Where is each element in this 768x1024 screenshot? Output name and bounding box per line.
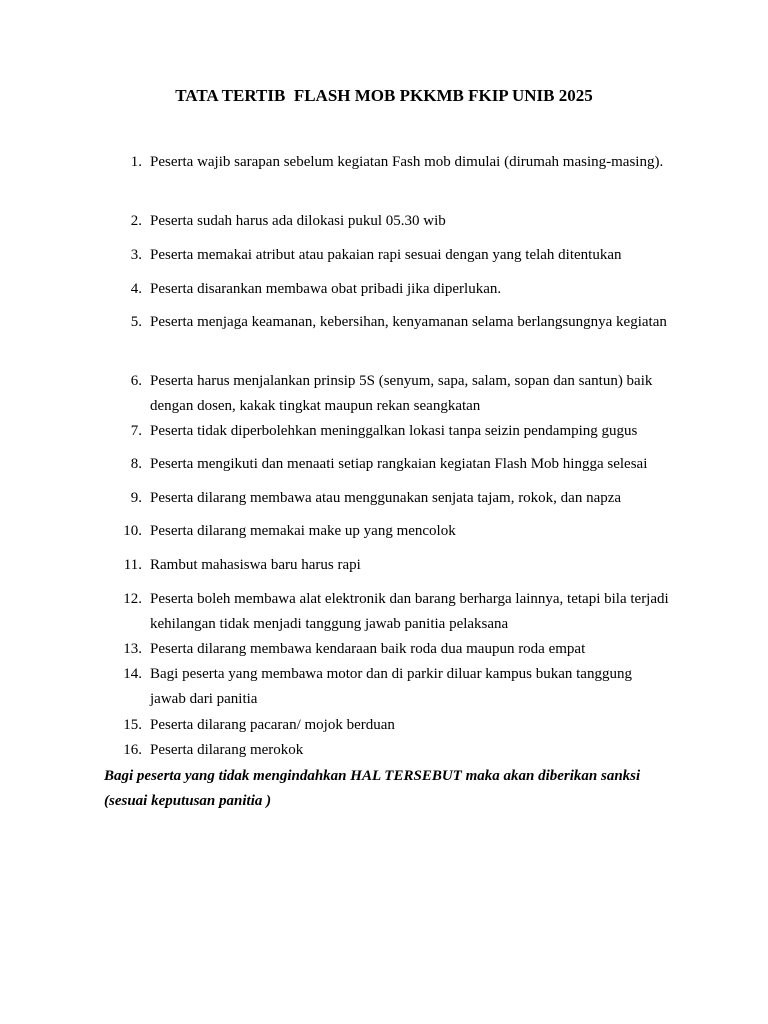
document-title: TATA TERTIB FLASH MOB PKKMB FKIP UNIB 2025 — [175, 86, 593, 105]
list-item-number: 15. — [123, 717, 142, 733]
list-item-text: Peserta dilarang membawa atau menggunakan senjata tajam, rokok, dan napza — [150, 490, 622, 506]
list-item-text: Peserta boleh membawa alat elektronik dan barang berharga lainnya, tetapi bila terjadi kehilangan tidak menjadi tanggung jawab panitia pelaksana — [150, 591, 669, 632]
list-item-text: Rambut mahasiswa baru harus rapi — [150, 557, 361, 573]
list-item-text: Peserta dilarang merokok — [150, 742, 304, 758]
list-item-text: Bagi peserta yang membawa motor dan di parkir diluar kampus bukan tanggung jawab dari panitia — [150, 666, 632, 707]
list-item-number: 1. — [130, 154, 142, 170]
list-item-number: 9. — [130, 490, 142, 506]
list-item-text: Peserta dilarang memakai make up yang mencolok — [150, 523, 456, 539]
list-item-number: 8. — [130, 456, 142, 472]
list-item-number: 12. — [123, 591, 142, 607]
sanction-note: Bagi peserta yang tidak mengindahkan HAL TERSEBUT maka akan diberikan sanksi (sesuai keputusan panitia ) — [104, 768, 641, 809]
list-item-text: Peserta mengikuti dan menaati setiap rangkaian kegiatan Flash Mob hingga selesai — [150, 456, 648, 472]
list-item-text: Peserta sudah harus ada dilokasi pukul 05.30 wib — [150, 213, 446, 229]
list-item-number: 10. — [123, 523, 142, 539]
list-item-number: 3. — [130, 247, 142, 263]
list-item-number: 14. — [123, 666, 142, 682]
list-item-text: Peserta menjaga keamanan, kebersihan, kenyamanan selama berlangsungnya kegiatan — [150, 314, 667, 330]
list-item-number: 5. — [130, 314, 142, 330]
list-item-text: Peserta wajib sarapan sebelum kegiatan Fash mob dimulai (dirumah masing-masing). — [150, 154, 664, 170]
list-item-text: Peserta memakai atribut atau pakaian rapi sesuai dengan yang telah ditentukan — [150, 247, 622, 263]
list-item-number: 7. — [130, 423, 142, 439]
list-item-number: 13. — [123, 641, 142, 657]
list-item-text: Peserta dilarang pacaran/ mojok berduan — [150, 717, 395, 733]
list-item-number: 2. — [130, 213, 142, 229]
list-item-number: 16. — [123, 742, 142, 758]
list-item-text: Peserta harus menjalankan prinsip 5S (senyum, sapa, salam, sopan dan santun) baik dengan dosen, kakak tingkat maupun rekan seangkatan — [150, 373, 653, 414]
list-item-text: Peserta dilarang membawa kendaraan baik roda dua maupun roda empat — [150, 641, 586, 657]
list-item-number: 11. — [123, 557, 142, 573]
list-item-number: 4. — [130, 281, 142, 297]
list-item-text: Peserta tidak diperbolehkan meninggalkan lokasi tanpa seizin pendamping gugus — [150, 423, 638, 439]
list-item-number: 6. — [130, 373, 142, 389]
list-item-text: Peserta disarankan membawa obat pribadi jika diperlukan. — [150, 281, 502, 297]
